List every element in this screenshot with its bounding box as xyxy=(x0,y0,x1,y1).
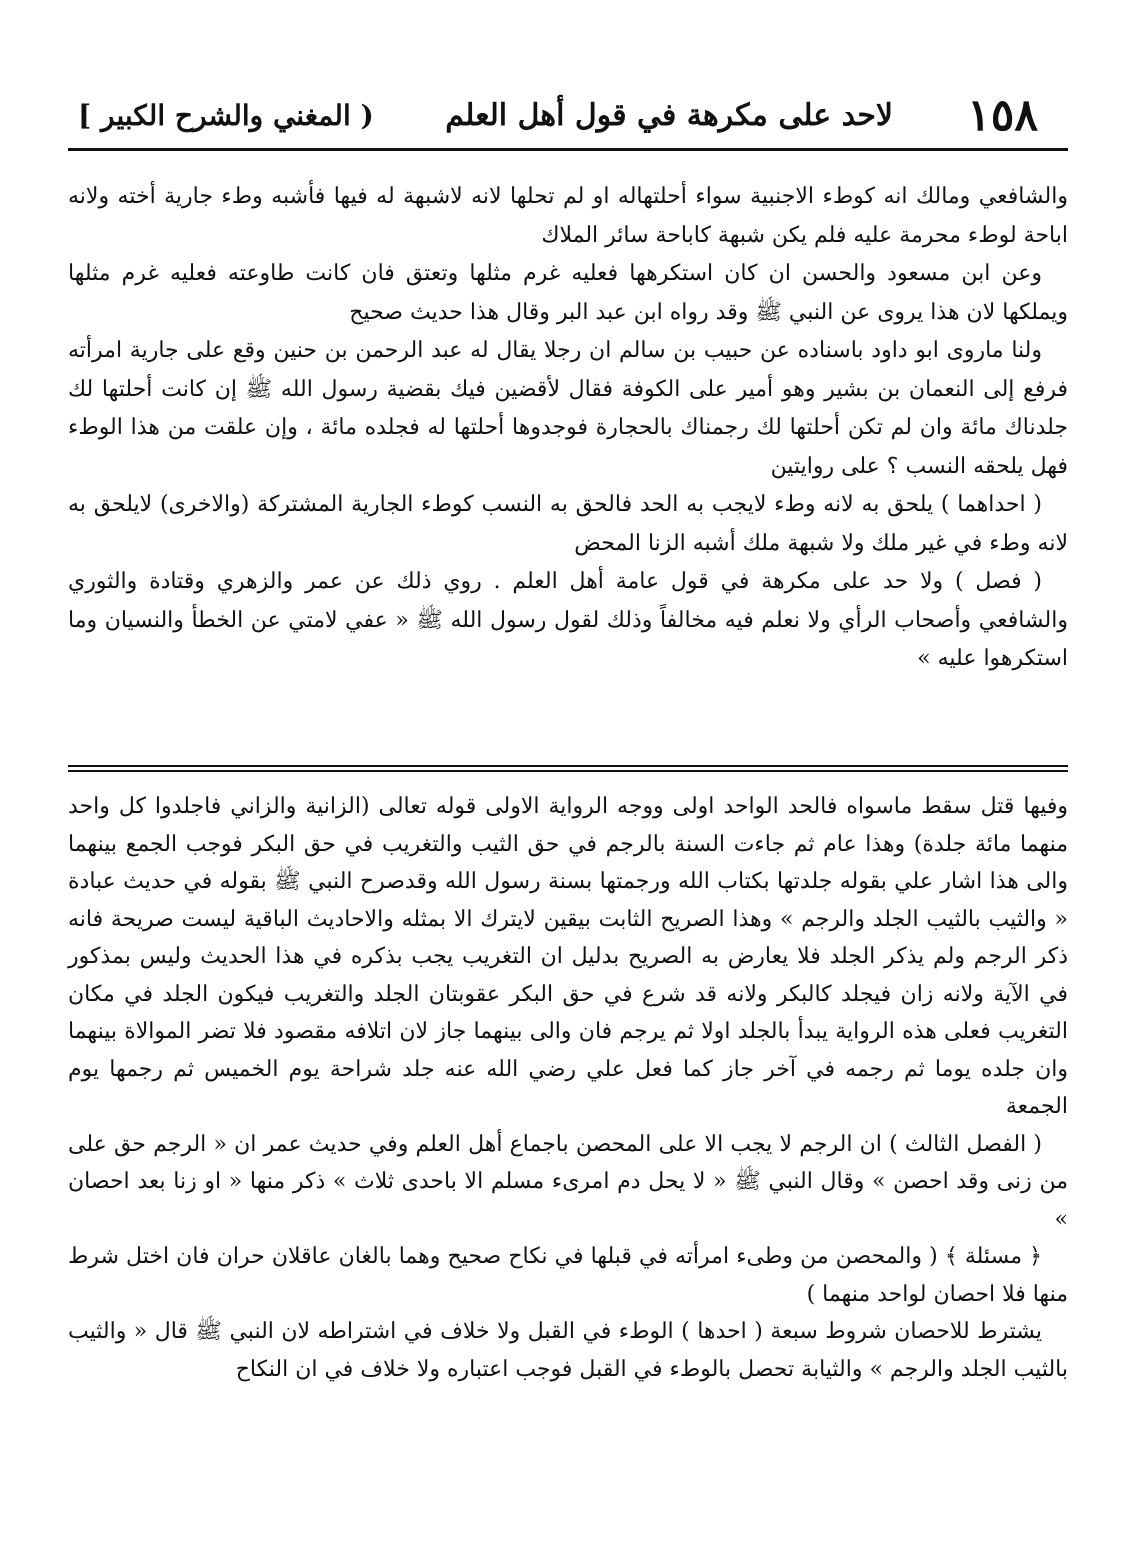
book-page xyxy=(68,88,1068,1528)
paragraph: وعن ابن مسعود والحسن ان كان استكرهها فعليه غرم مثلها وتعتق فان كانت طاوعته فعليه غرم مثلها ويملكها لان هذا يروى عن النبي ﷺ وقد رواه ابن عبد البر وقال هذا حديث صحيح xyxy=(68,261,1068,325)
paragraph: ( فصل ) ولا حد على مكرهة في قول عامة أهل العلم . روي ذلك عن عمر والزهري وقتادة والثوري والشافعي وأصحاب الرأي ولا نعلم فيه مخالفاً وذلك لقول رسول الله ﷺ « عفي لامتي عن الخطأ والنسيان وما استكرهوا عليه » xyxy=(68,569,1068,671)
paragraph: وفيها قتل سقط ماسواه فالحد الواحد اولى ووجه الرواية الاولى قوله تعالى (الزانية والزاني فاجلدوا كل واحد منهما مائة جلدة) وهذا عام ثم جاءت السنة بالرجم في حق الثيب والتغريب في حق البكر فوجب الجمع بينهما والى هذا اشار علي بقوله جلدتها بكتاب الله ورجمتها بسنة رسول الله وقدصرح النبي ﷺ بقوله في حديث عبادة « والثيب بالثيب الجلد والرجم » وهذا الصريح الثابت بيقين لايترك الا بمثله والاحاديث الباقية ليست صريحة فانه ذكر الرجم ولم يذكر الجلد فلا يعارض به الصريح بدليل ان التغريب يجب بذكره في هذا الحديث وليس بمذكور في الآية ولانه زان فيجلد كالبكر ولانه قد شرع في حق البكر عقوبتان الجلد والتغريب فيكون الجلد في مكان التغريب فعلى هذه الرواية يبدأ بالجلد اولا ثم يرجم فان والى بينهما جاز لان اتلافه مقصود فلا تضر الموالاة بينهما وان جلده يوما ثم رجمه في آخر جاز كما فعل علي رضي الله عنه جلد شراحة يوم الخميس ثم رجمها يوم الجمعة xyxy=(68,794,1068,1119)
section-divider xyxy=(68,765,1068,767)
paragraph: ولنا ماروى ابو داود باسناده عن حبيب بن سالم ان رجلا يقال له عبد الرحمن بن حنين وقع على جارية امرأته فرفع إلى النعمان بن بشير وهو أمير على الكوفة فقال لأقضين فيك بقضية رسول الله ﷺ إن كانت أحلتها لك جلدناك مائة وان لم تكن أحلتها لك رجمناك بالحجارة فوجدوها أحلتها له فجلده مائة ، وإن علقت من هذا الوطء فهل يلحقه النسب ؟ على روايتين xyxy=(68,338,1068,479)
paragraph: ( الفصل الثالث ) ان الرجم لا يجب الا على المحصن باجماع أهل العلم وفي حديث عمر ان « الرجم حق على من زنى وقد احصن » وقال النبي ﷺ « لا يحل دم امرىء مسلم الا باحدى ثلاث » ذكر منها « او زنا بعد احصان » xyxy=(68,1131,1068,1232)
mughni-text-section xyxy=(68,178,1068,679)
header-rule xyxy=(68,148,1068,151)
paragraph: ( احداهما ) يلحق به لانه وطء لايجب به الحد فالحق به النسب كوطء الجارية المشتركة (والاخرى) لايلحق به لانه وطء في غير ملك ولا شبهة ملك أشبه الزنا المحض xyxy=(68,492,1068,556)
book-title: ( المغني والشرح الكبير ] xyxy=(78,99,374,132)
paragraph: والشافعي ومالك انه كوطء الاجنبية سواء أحلتهاله او لم تحلها لانه لاشبهة له فيها فأشبه وطء جارية أخته ولانه اباحة لوطء محرمة عليه فلم يكن شبهة كاباحة سائر الملاك xyxy=(68,184,1068,248)
sharh-text-section xyxy=(68,788,1068,1388)
section-divider xyxy=(68,770,1068,772)
page-header xyxy=(68,88,1068,148)
paragraph: ﴿ مسئلة ﴾ ( والمحصن من وطىء امرأته في قبلها في نكاح صحيح وهما بالغان عاقلان حران فان اختل شرط منها فلا احصان لواحد منهما ) xyxy=(68,1244,1068,1307)
running-title: لاحد على مكرهة في قول أهل العلم xyxy=(445,98,893,133)
page-number: ١٥٨ xyxy=(967,90,1038,141)
paragraph: يشترط للاحصان شروط سبعة ( احدها ) الوطء في القبل ولا خلاف في اشتراطه لان النبي ﷺ قال « والثيب بالثيب الجلد والرجم » والثيابة تحصل بالوطء في القبل فوجب اعتباره ولا خلاف في ان النكاح xyxy=(68,1319,1068,1382)
